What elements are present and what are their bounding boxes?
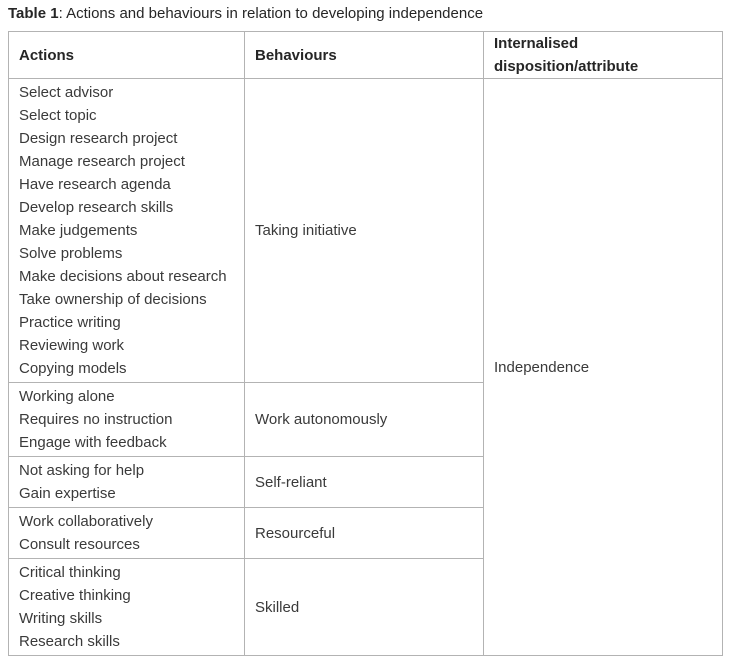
action-item: Design research project xyxy=(19,130,178,147)
action-item: Requires no instruction xyxy=(19,411,173,428)
action-item: Copying models xyxy=(19,360,127,377)
action-item: Practice writing xyxy=(19,314,121,331)
table-caption-text: : Actions and behaviours in relation to developing independence xyxy=(58,5,484,22)
action-item: Not asking for help xyxy=(19,462,145,479)
behaviour-cell-work-autonomously: Work autonomously xyxy=(245,383,484,457)
action-item: Writing skills xyxy=(19,610,103,627)
action-item: Make decisions about research xyxy=(19,268,227,285)
header-row xyxy=(9,32,723,79)
action-item: Creative thinking xyxy=(19,587,131,604)
action-item: Manage research project xyxy=(19,153,185,170)
behaviour-cell-taking-initiative: Taking initiative xyxy=(245,79,484,383)
behaviour-cell-self-reliant: Self-reliant xyxy=(245,457,484,508)
action-item: Consult resources xyxy=(19,536,140,553)
action-item: Engage with feedback xyxy=(19,434,167,451)
disposition-cell: Independence xyxy=(484,79,723,656)
header-line: Internalised xyxy=(494,35,579,52)
actions-cell-work-autonomously xyxy=(9,383,245,457)
column-header-actions: Actions xyxy=(9,32,245,79)
behaviour-cell-resourceful: Resourceful xyxy=(245,508,484,559)
column-header-behaviours: Behaviours xyxy=(245,32,484,79)
action-item: Take ownership of decisions xyxy=(19,291,207,308)
header-line: disposition/attribute xyxy=(494,58,639,75)
action-item: Develop research skills xyxy=(19,199,174,216)
action-item: Research skills xyxy=(19,633,120,650)
behaviour-cell-skilled: Skilled xyxy=(245,559,484,656)
action-item: Solve problems xyxy=(19,245,123,262)
table-caption xyxy=(8,4,725,24)
action-item: Reviewing work xyxy=(19,337,125,354)
behaviour-group-row xyxy=(9,79,723,383)
actions-cell-taking-initiative xyxy=(9,79,245,383)
actions-cell-skilled xyxy=(9,559,245,656)
action-item: Have research agenda xyxy=(19,176,171,193)
action-item: Critical thinking xyxy=(19,564,121,581)
action-item: Select topic xyxy=(19,107,97,124)
independence-table xyxy=(8,31,723,656)
action-item: Select advisor xyxy=(19,84,114,101)
actions-cell-resourceful xyxy=(9,508,245,559)
action-item: Work collaboratively xyxy=(19,513,153,530)
action-item: Working alone xyxy=(19,388,115,405)
actions-cell-self-reliant xyxy=(9,457,245,508)
action-item: Gain expertise xyxy=(19,485,116,502)
table-caption-number: Table 1 xyxy=(8,5,59,22)
column-header-disposition xyxy=(484,32,723,79)
action-item: Make judgements xyxy=(19,222,138,239)
